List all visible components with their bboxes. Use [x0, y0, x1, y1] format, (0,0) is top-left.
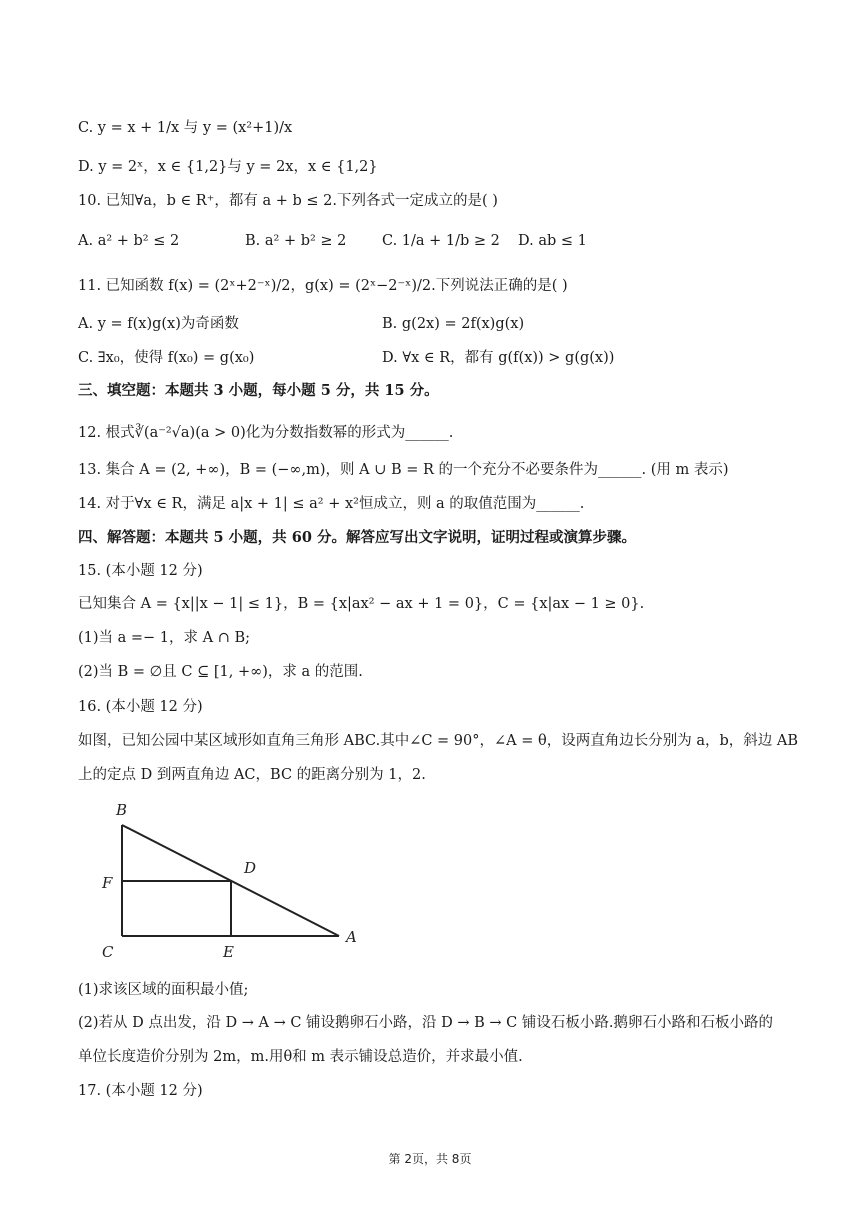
q15-part2: (2)当 B = ∅且 C ⊆ [1, +∞)，求 a 的范围.: [78, 664, 363, 680]
label-a: A: [346, 928, 357, 946]
triangle-figure: [90, 795, 380, 965]
q10-option-c: C. 1/a + 1/b ≥ 2: [382, 233, 500, 249]
q11-option-b: B. g(2x) = 2f(x)g(x): [382, 316, 525, 332]
q10-stem: 10. 已知∀a，b ∈ R⁺，都有 a + b ≤ 2.下列各式一定成立的是( ): [78, 193, 498, 209]
q16-part2-line2: 单位长度造价分别为 2m，m.用θ和 m 表示铺设总造价，并求最小值.: [78, 1049, 523, 1065]
q9-option-c: C. y = x + 1/x 与 y = (x²+1)/x: [78, 120, 293, 136]
q13: 13. 集合 A = (2, +∞)，B = (−∞,m)，则 A ∪ B = R 的一个充分不必要条件为______. (用 m 表示): [78, 462, 729, 478]
q11-option-c: C. ∃x₀，使得 f(x₀) = g(x₀): [78, 350, 255, 366]
q10-option-b: B. a² + b² ≥ 2: [245, 233, 347, 249]
q10-option-a: A. a² + b² ≤ 2: [78, 233, 180, 249]
label-c: C: [102, 943, 114, 961]
q9-option-d: D. y = 2ˣ，x ∈ {1,2}与 y = 2x，x ∈ {1,2}: [78, 159, 378, 175]
section-3-heading: 三、填空题：本题共 3 小题，每小题 5 分，共 15 分。: [78, 382, 439, 399]
label-b: B: [116, 801, 128, 819]
q16-part2-line1: (2)若从 D 点出发，沿 D → A → C 铺设鹅卵石小路，沿 D → B → C 铺设石板小路.鹅卵石小路和石板小路的: [78, 1015, 773, 1031]
label-f: F: [102, 874, 113, 892]
q12: 12. 根式∛(a⁻²√a)(a > 0)化为分数指数幂的形式为______.: [78, 425, 454, 441]
q16-header: 16. (本小题 12 分): [78, 699, 203, 715]
q14: 14. 对于∀x ∈ R，满足 a|x + 1| ≤ a² + x²恒成立，则 a 的取值范围为______.: [78, 496, 585, 512]
q15-header: 15. (本小题 12 分): [78, 563, 203, 579]
section-4-heading: 四、解答题：本题共 5 小题，共 60 分。解答应写出文字说明，证明过程或演算步骤。: [78, 529, 636, 546]
label-d: D: [244, 859, 257, 877]
q16-text-line2: 上的定点 D 到两直角边 AC，BC 的距离分别为 1，2.: [78, 767, 426, 783]
q15-text: 已知集合 A = {x||x − 1| ≤ 1}，B = {x|ax² − ax + 1 = 0}，C = {x|ax − 1 ≥ 0}.: [78, 596, 645, 612]
label-e: E: [223, 943, 234, 961]
q15-part1: (1)当 a =− 1，求 A ∩ B;: [78, 630, 251, 646]
q17-header: 17. (本小题 12 分): [78, 1083, 203, 1099]
q11-option-a: A. y = f(x)g(x)为奇函数: [78, 316, 239, 332]
q16-text-line1: 如图，已知公园中某区域形如直角三角形 ABC.其中∠C = 90°，∠A = θ，设两直角边长分别为 a，b，斜边 AB: [78, 733, 798, 749]
page-footer: 第 2页，共 8页: [388, 1152, 472, 1166]
q11-option-d: D. ∀x ∈ R，都有 g(f(x)) > g(g(x)): [382, 350, 615, 366]
q10-option-d: D. ab ≤ 1: [518, 233, 587, 249]
q11-stem: 11. 已知函数 f(x) = (2ˣ+2⁻ˣ)/2，g(x) = (2ˣ−2⁻ˣ)/2.下列说法正确的是( ): [78, 278, 568, 294]
q16-part1: (1)求该区域的面积最小值;: [78, 982, 249, 998]
